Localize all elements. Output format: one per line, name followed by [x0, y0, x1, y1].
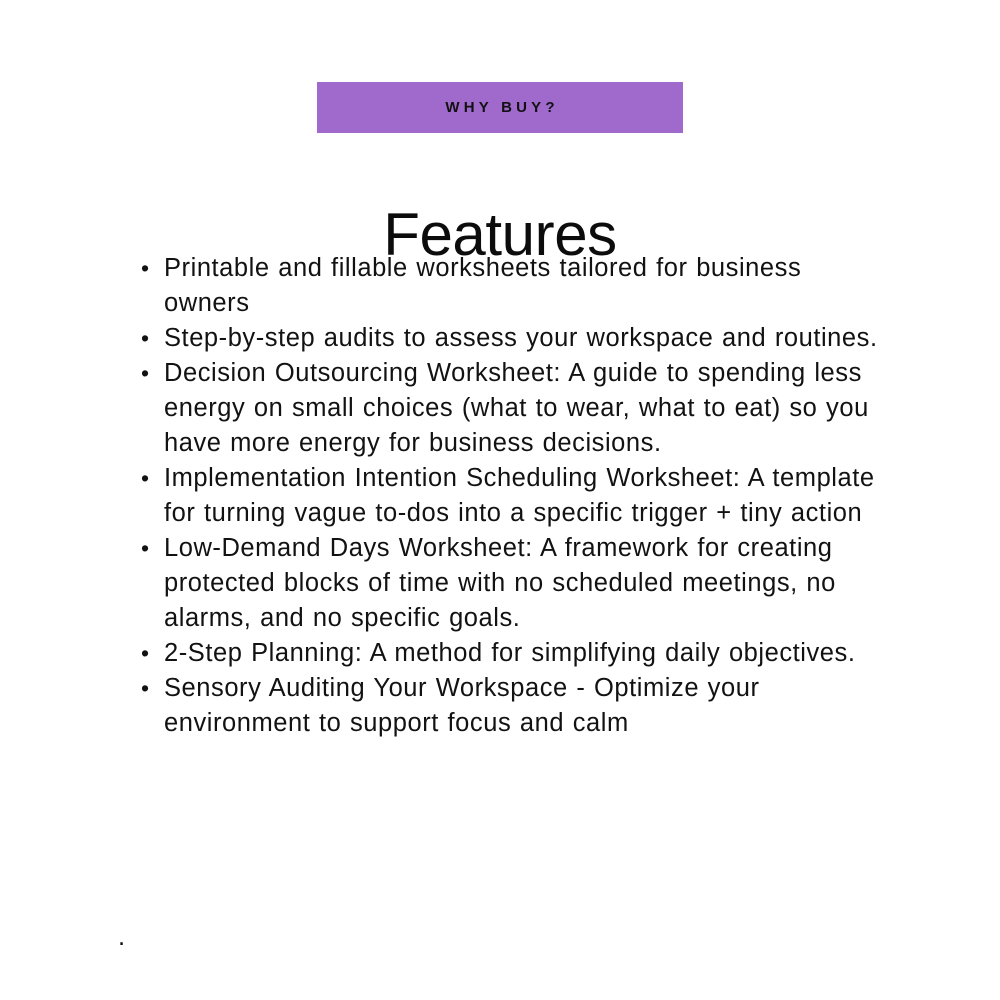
feature-list-item: • Low-Demand Days Worksheet: A framework for creating protected blocks of time with no scheduled meetings, no alarms, and no specific goals.: [138, 531, 883, 636]
feature-list-item: • Decision Outsourcing Worksheet: A guide to spending less energy on small choices (what to wear, what to eat) so you have more energy for business decisions.: [138, 356, 883, 461]
feature-list: [138, 251, 883, 741]
feature-list-item: • Implementation Intention Scheduling Worksheet: A template for turning vague to-dos into a specific trigger + tiny action: [138, 461, 883, 531]
eyebrow-banner: [317, 82, 683, 133]
feature-list-item: • Printable and fillable worksheets tailored for business owners: [138, 251, 883, 321]
page-title: Features: [383, 201, 617, 269]
feature-list-item: • Step-by-step audits to assess your workspace and routines.: [138, 321, 883, 356]
feature-list-item: • Sensory Auditing Your Workspace - Optimize your environment to support focus and calm: [138, 671, 883, 741]
trailing-period: .: [118, 923, 126, 951]
feature-list-item: • 2-Step Planning: A method for simplifying daily objectives.: [138, 636, 883, 671]
eyebrow-label: WHY BUY?: [445, 99, 559, 116]
